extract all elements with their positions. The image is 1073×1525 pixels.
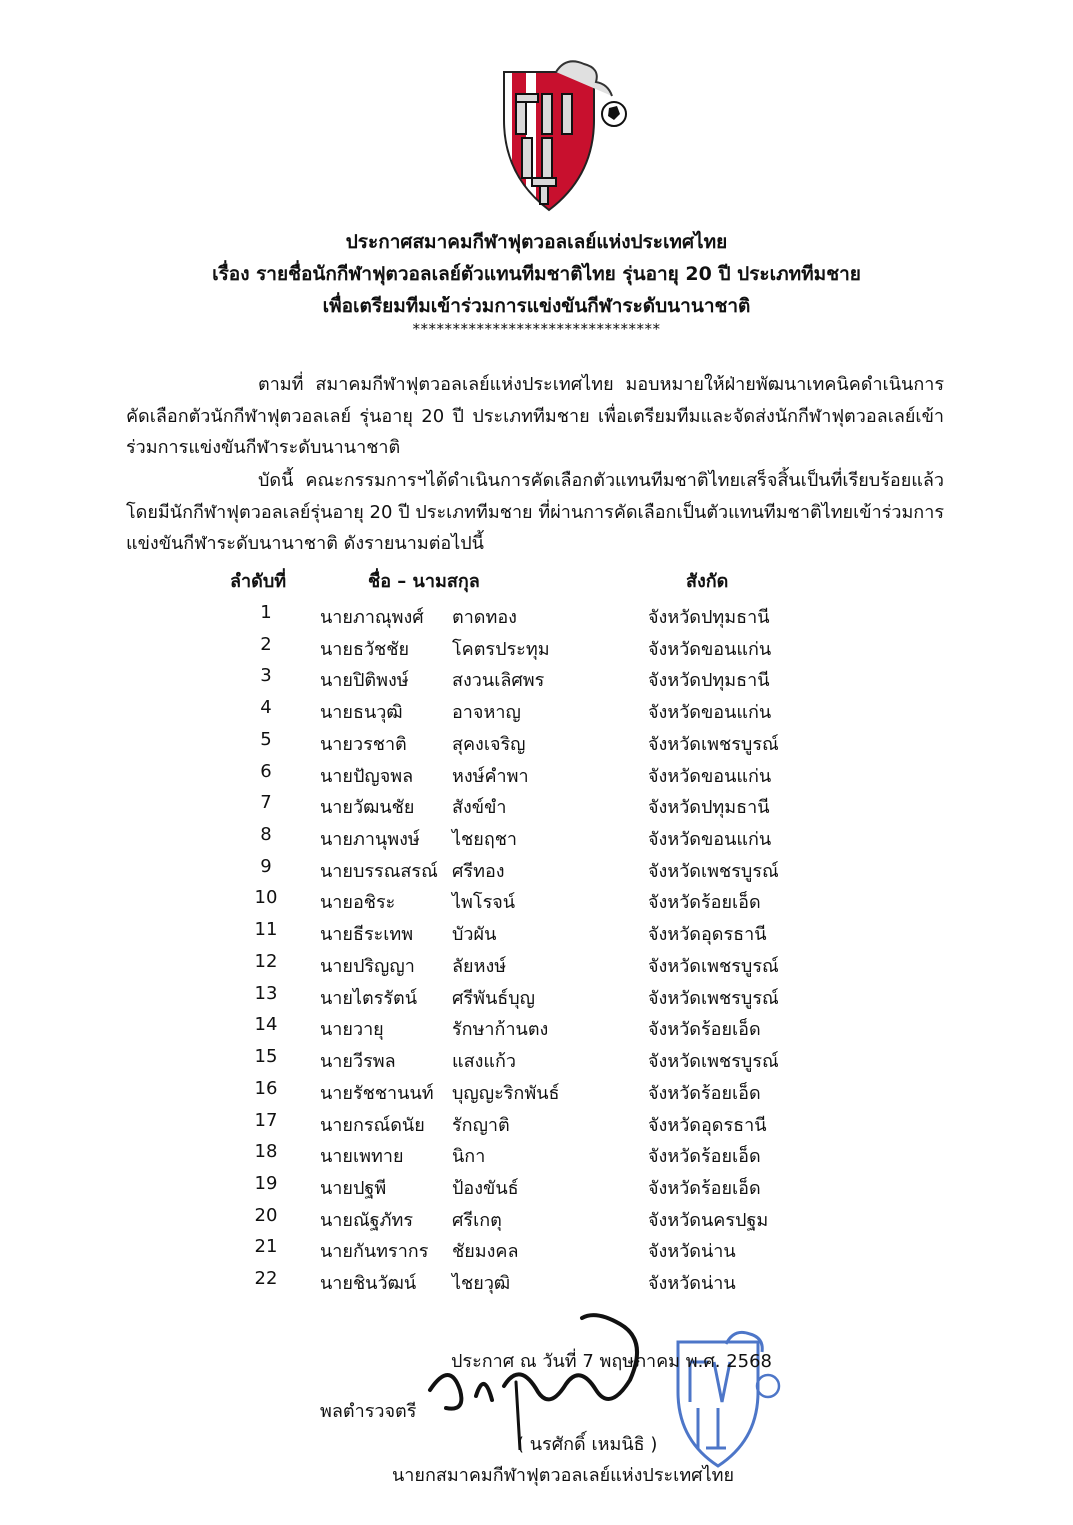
table-row xyxy=(0,981,1073,1013)
paragraph-1-text: ตามที่ สมาคมกีฬาฟุตวอลเลย์แห่งประเทศไทย มอบหมายให้ฝ่ายพัฒนาเทคนิคดำเนินการคัดเลือกตัวนักกีฬาฟุตวอลเลย์ รุ่นอายุ 20 ปี ประเภททีมชาย เพื่อเตรียมทีมและจัดส่งนักกีฬาฟุตวอลเลย์เข้าร่วมการแข่งขันกีฬาระดับนานาชาติ xyxy=(126,374,944,458)
player-last-name: บุญญะริกพันธ์ xyxy=(452,1082,560,1104)
player-last-name: ศรีทอง xyxy=(452,860,505,882)
player-province: จังหวัดปทุมธานี xyxy=(648,797,770,819)
player-province: จังหวัดขอนแก่น xyxy=(648,702,772,724)
table-row xyxy=(0,1234,1073,1266)
announcement-date: ประกาศ ณ วันที่ 7 พฤษภาคม พ.ศ. 2568 xyxy=(451,1351,773,1372)
table-row xyxy=(0,1139,1073,1171)
player-last-name: ไชยฤชา xyxy=(452,829,518,851)
player-province: จังหวัดร้อยเอ็ด xyxy=(648,1082,761,1104)
player-province: จังหวัดขอนแก่น xyxy=(648,765,772,787)
player-first-name: นายบรรณสรณ์ xyxy=(320,860,438,882)
player-last-name: สงวนเลิศพร xyxy=(452,670,545,692)
player-first-name: นายวัฒนชัย xyxy=(320,797,415,819)
table-row xyxy=(0,917,1073,949)
col-header-number: ลำดับที่ xyxy=(230,571,287,592)
table-row xyxy=(0,695,1073,727)
player-last-name: ไชยวุฒิ xyxy=(452,1273,511,1295)
player-first-name: นายอชิระ xyxy=(320,892,396,914)
player-province: จังหวัดร้อยเอ็ด xyxy=(648,1177,761,1199)
player-last-name: ศรีพันธ์บุญ xyxy=(452,987,536,1009)
player-last-name: ชัยมงคล xyxy=(452,1241,519,1263)
row-number: 12 xyxy=(254,950,278,972)
player-first-name: นายวรชาติ xyxy=(320,733,407,755)
row-number: 9 xyxy=(260,855,272,877)
player-province: จังหวัดร้อยเอ็ด xyxy=(648,1146,761,1168)
table-row xyxy=(0,727,1073,759)
player-first-name: นายปริญญา xyxy=(320,955,415,977)
table-row xyxy=(0,600,1073,632)
row-number: 20 xyxy=(254,1204,278,1226)
table-row xyxy=(0,854,1073,886)
paragraph-2 xyxy=(126,465,944,560)
player-first-name: นายเพทาย xyxy=(320,1146,404,1168)
header-line-2: เรื่อง รายชื่อนักกีฬาฟุตวอลเลย์ตัวแทนทีมชาติไทย รุ่นอายุ 20 ปี ประเภททีมชาย xyxy=(212,263,861,285)
row-number: 15 xyxy=(254,1046,278,1068)
player-last-name: หงษ์คำพา xyxy=(452,765,529,787)
table-row xyxy=(0,822,1073,854)
player-first-name: นายรัชชานนท์ xyxy=(320,1082,434,1104)
row-number: 8 xyxy=(260,824,272,846)
table-row xyxy=(0,1012,1073,1044)
player-first-name: นายธนวุฒิ xyxy=(320,702,403,724)
table-row xyxy=(0,949,1073,981)
row-number: 4 xyxy=(260,697,272,719)
header-line-3: เพื่อเตรียมทีมเข้าร่วมการแข่งขันกีฬาระดับนานาชาติ xyxy=(322,295,751,317)
player-last-name: รักษาก้านตง xyxy=(452,1019,549,1041)
signer-rank: พลตำรวจตรี xyxy=(320,1401,417,1422)
player-province: จังหวัดเพชรบูรณ์ xyxy=(648,1051,779,1073)
header-line-1: ประกาศสมาคมกีฬาฟุตวอลเลย์แห่งประเทศไทย xyxy=(345,231,728,253)
paragraph-2-text: บัดนี้ คณะกรรมการฯได้ดำเนินการคัดเลือกตัวแทนทีมชาติไทยเสร็จสิ้นเป็นที่เรียบร้อยแล้ว โดยมีนักกีฬาฟุตวอลเลย์รุ่นอายุ 20 ปี ประเภททีมชาย ที่ผ่านการคัดเลือกเป็นตัวแทนทีมชาติไทยเข้าร่วมการแข่งขันกีฬาระดับนานาชาติ ดังรายนามต่อไปนี้ xyxy=(126,470,944,554)
player-last-name: ลัยหงษ์ xyxy=(452,955,507,977)
row-number: 16 xyxy=(254,1077,278,1099)
row-number: 18 xyxy=(254,1141,278,1163)
player-first-name: นายปิติพงษ์ xyxy=(320,670,409,692)
player-province: จังหวัดอุดรธานี xyxy=(648,924,767,946)
row-number: 7 xyxy=(260,792,272,814)
player-last-name: โคตรประทุม xyxy=(452,638,550,660)
player-last-name: อาจหาญ xyxy=(452,702,521,724)
player-first-name: นายกันทรากร xyxy=(320,1241,429,1263)
player-last-name: ตาดทอง xyxy=(452,607,517,628)
player-province: จังหวัดเพชรบูรณ์ xyxy=(648,955,779,977)
table-row xyxy=(0,1076,1073,1108)
header-separator: ******************************* xyxy=(412,320,661,338)
player-first-name: นายภานุพงษ์ xyxy=(320,829,420,851)
player-first-name: นายวายุ xyxy=(320,1019,384,1041)
row-number: 10 xyxy=(254,887,278,909)
player-first-name: นายปฐพี xyxy=(320,1177,387,1199)
player-province: จังหวัดเพชรบูรณ์ xyxy=(648,860,779,882)
player-province: จังหวัดเพชรบูรณ์ xyxy=(648,987,779,1009)
col-header-name: ชื่อ – นามสกุล xyxy=(368,571,480,592)
paragraph-1 xyxy=(126,369,944,464)
row-number: 19 xyxy=(254,1172,278,1194)
row-number: 17 xyxy=(254,1109,278,1131)
player-province: จังหวัดอุดรธานี xyxy=(648,1114,767,1136)
row-number: 22 xyxy=(254,1268,278,1290)
player-province: จังหวัดน่าน xyxy=(648,1241,736,1263)
announcement-header xyxy=(0,226,1073,336)
row-number: 13 xyxy=(254,982,278,1004)
player-first-name: นายไตรรัตน์ xyxy=(320,987,418,1009)
row-number: 1 xyxy=(260,602,272,623)
player-first-name: นายชินวัฒน์ xyxy=(320,1273,417,1295)
col-header-affiliation: สังกัด xyxy=(686,571,729,592)
table-row xyxy=(0,632,1073,664)
row-number: 21 xyxy=(254,1236,278,1258)
player-last-name: นิกา xyxy=(452,1146,486,1168)
row-number: 3 xyxy=(260,665,272,687)
player-province: จังหวัดร้อยเอ็ด xyxy=(648,1019,761,1041)
player-first-name: นายกรณ์ดนัย xyxy=(320,1114,425,1136)
player-first-name: นายธีระเทพ xyxy=(320,924,414,946)
player-province: จังหวัดน่าน xyxy=(648,1273,736,1295)
row-number: 6 xyxy=(260,760,272,782)
player-province: จังหวัดขอนแก่น xyxy=(648,829,772,851)
table-row xyxy=(0,790,1073,822)
table-row xyxy=(0,663,1073,695)
signer-name: ( นรศักดิ์ เหมนิธิ ) xyxy=(517,1434,658,1455)
row-number: 2 xyxy=(260,633,272,655)
player-last-name: บัวผัน xyxy=(452,924,497,946)
player-first-name: นายวีรพล xyxy=(320,1051,396,1073)
player-last-name: ศรีเกตุ xyxy=(452,1209,502,1231)
signer-title: นายกสมาคมกีฬาฟุตวอลเลย์แห่งประเทศไทย xyxy=(392,1465,735,1486)
player-first-name: นายภาณุพงศ์ xyxy=(320,607,424,628)
player-province: จังหวัดนครปฐม xyxy=(648,1209,769,1231)
association-stamp xyxy=(668,1322,788,1472)
player-province: จังหวัดปทุมธานี xyxy=(648,670,770,692)
player-last-name: แสงแก้ว xyxy=(452,1051,516,1073)
table-row xyxy=(0,759,1073,791)
player-last-name: สุคงเจริญ xyxy=(452,733,526,755)
table-row xyxy=(0,1108,1073,1140)
row-number: 14 xyxy=(254,1014,278,1036)
table-row xyxy=(0,1203,1073,1235)
player-first-name: นายปัญจพล xyxy=(320,765,414,787)
player-last-name: ป้องขันธ์ xyxy=(452,1177,519,1199)
player-province: จังหวัดปทุมธานี xyxy=(648,607,770,628)
player-province: จังหวัดร้อยเอ็ด xyxy=(648,892,761,914)
table-row xyxy=(0,1044,1073,1076)
player-first-name: นายธวัชชัย xyxy=(320,638,410,660)
player-last-name: รักญาติ xyxy=(452,1114,510,1136)
row-number: 5 xyxy=(260,728,272,750)
player-first-name: นายณัฐภัทร xyxy=(320,1209,413,1231)
row-number: 11 xyxy=(254,919,278,941)
player-province: จังหวัดขอนแก่น xyxy=(648,638,772,660)
table-row xyxy=(0,1171,1073,1203)
fvat-logo xyxy=(496,58,632,218)
table-row xyxy=(0,885,1073,917)
handwritten-signature xyxy=(420,1300,680,1450)
player-last-name: สังข์ขำ xyxy=(452,797,507,819)
player-last-name: ไพโรจน์ xyxy=(452,892,516,914)
table-row xyxy=(0,1266,1073,1298)
player-province: จังหวัดเพชรบูรณ์ xyxy=(648,733,779,755)
